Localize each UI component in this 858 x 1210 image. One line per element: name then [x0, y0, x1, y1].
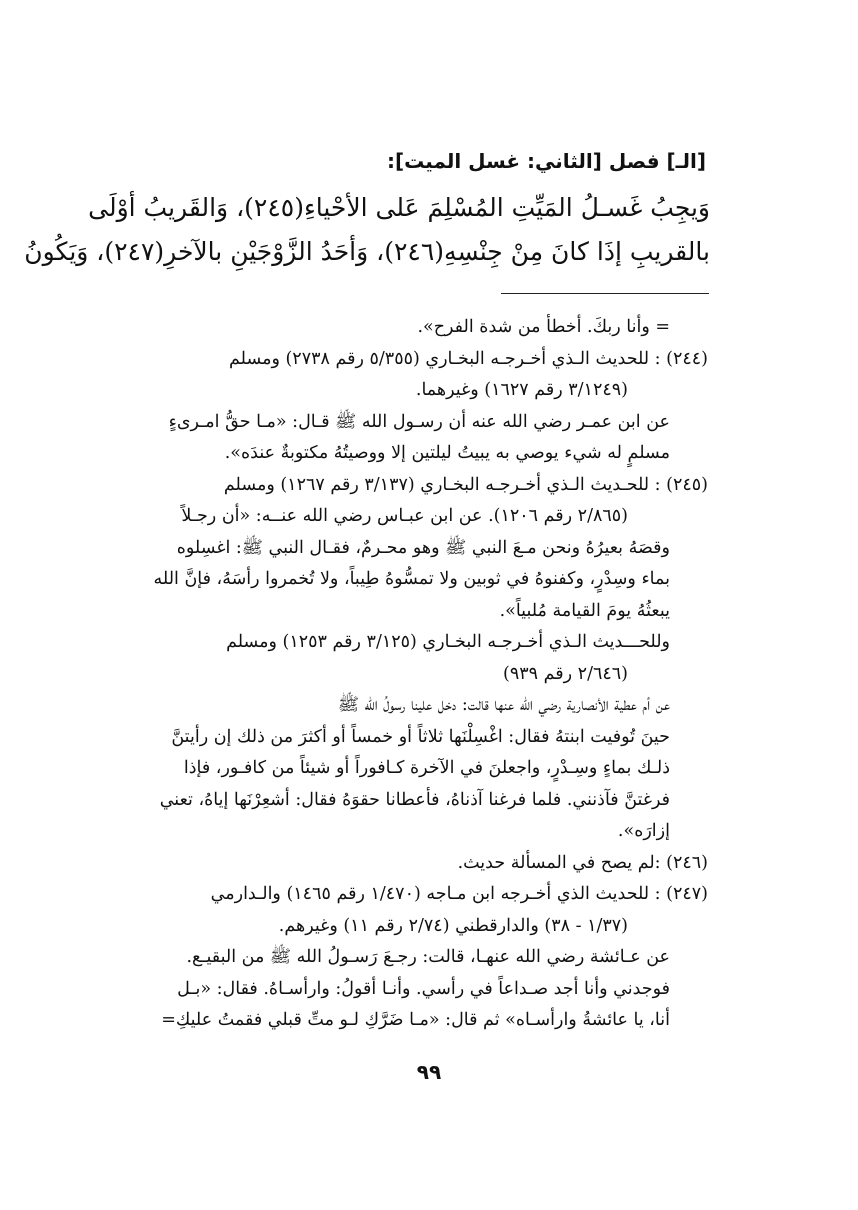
footnote-line: (٢٤٤) : للحديث الـذي أخـرجـه البخـاري (٥/٣٥٥ رقم ٢٧٣٨) ومسلم	[229, 348, 708, 369]
footnote-line: عن عـائشة رضي الله عنهـا، قالت: رجـعَ رَسـولُ الله ﷺ من البقيـع.	[186, 947, 670, 967]
page-number: ٩٩	[416, 1060, 442, 1084]
footnote-line: (٢٤٥) : للحـديث الـذي أخـرجـه البخـاري (٣/١٣٧ رقم ١٢٦٧) ومسلم	[223, 474, 708, 495]
footnote-line: وللحـــديث الـذي أخـرجـه البخـاري (٣/١٢٥ رقم ١٢٥٣) ومسلم	[226, 632, 670, 652]
footnote-line: (٣/١٢٤٩ رقم ١٦٢٧) وغيرهما.	[415, 380, 628, 400]
footnote-line: (١/٣٧ - ٣٨) والدارقطني (٢/٧٤ رقم ١١) وغيرهم.	[278, 915, 628, 936]
footnote-line: (٢/٦٤٦ رقم ٩٣٩)	[503, 663, 628, 684]
footnote-separator	[501, 293, 709, 294]
footnote-line: عن ابن عمـر رضي الله عنه أن رسـول الله ﷺ قـال: «مـا حقُّ امـرىءٍ	[168, 411, 670, 432]
footnote-line: أنا، يا عائشةُ وارأسـاه» ثم قال: «مـا ضَرَّكِ لـو متِّ قبلي فقمتُ عليكِ=	[161, 1010, 670, 1030]
footnote-line: = وأنا ربكَ. أخطأ من شدة الفرح».	[417, 317, 670, 337]
footnote-line: فوجدني وأنا أجد صـداعاً في رأسي. وأنـا أقولُ: وارأسـاهُ. فقال: «بـل	[177, 978, 670, 999]
section-heading: [الـ] فصل [الثاني: غسل الميت]:	[386, 149, 706, 173]
footnote-line: (٢/٨٦٥ رقم ١٢٠٦). عن ابن عبـاس رضي الله عنــه: «أن رجـلاً	[181, 506, 628, 526]
footnotes	[148, 312, 708, 1037]
footnote-line: (٢٤٦) :لم يصح في المسألة حديث.	[457, 852, 708, 873]
footnote-line: إزارَه».	[617, 821, 670, 841]
footnote-line: وقصَهُ بعيرُهُ ونحن مـعَ النبي ﷺ وهو محـرمٌ، فقـال النبي ﷺ: اغسِلوه	[176, 537, 670, 558]
footnote-line: يبعثُهُ يومَ القيامة مُلبياً».	[499, 600, 670, 621]
footnote-line: حينَ تُوفيت ابنتهُ فقال: اغْسِلْنَها ثلاثاً أو خمساً أو أكثرَ من ذلك إن رأيتنَّ	[171, 726, 670, 747]
footnote-line: فرغتنَّ فآذنني. فلما فرغنا آذناهُ، فأعطانا حقوَهُ فقال: أشعِرْنَها إياهُ، تعني	[159, 789, 670, 810]
footnote-line: (٢٤٧) : للحديث الذي أخـرجه ابن مـاجه (١/٤٧٠ رقم ١٤٦٥) والـدارمي	[210, 884, 708, 904]
main-text-line: بالقريبِ إذَا كانَ مِنْ جِنْسِهِ(٢٤٦)، وَأحَدُ الزَّوْجَيْنِ بالآخرِ(٢٤٧)، وَيَكُونُ	[24, 237, 710, 266]
footnote-line: عن أم عطية الأنصارية رضي الله عنها قالت: دخل علينا رسولُ الله ﷺ	[337, 695, 670, 715]
footnote-line: ذلـك بماءٍ وسِـدْرٍ، واجعلنَ في الآخرة كـافوراً أو شيئاً من كافـور، فإذا	[183, 758, 670, 778]
footnote-line: مسلمٍ له شيء يوصي به يبيتُ ليلتين إلا ووصيتُهُ مكتوبةٌ عندَه».	[224, 443, 670, 463]
footnote-line: بماء وسِدْرٍ، وكفنوهُ في ثوبين ولا تمسُّوهُ طِيباً، ولا تُخمروا رأسَهُ، فإنَّ الله	[153, 569, 670, 589]
main-text-line: وَيجِبُ غَسـلُ المَيِّتِ المُسْلِمَ عَلى الأحْياءِ(٢٤٥)، وَالقَريبُ أوْلَى	[88, 193, 710, 222]
main-text	[24, 186, 710, 274]
